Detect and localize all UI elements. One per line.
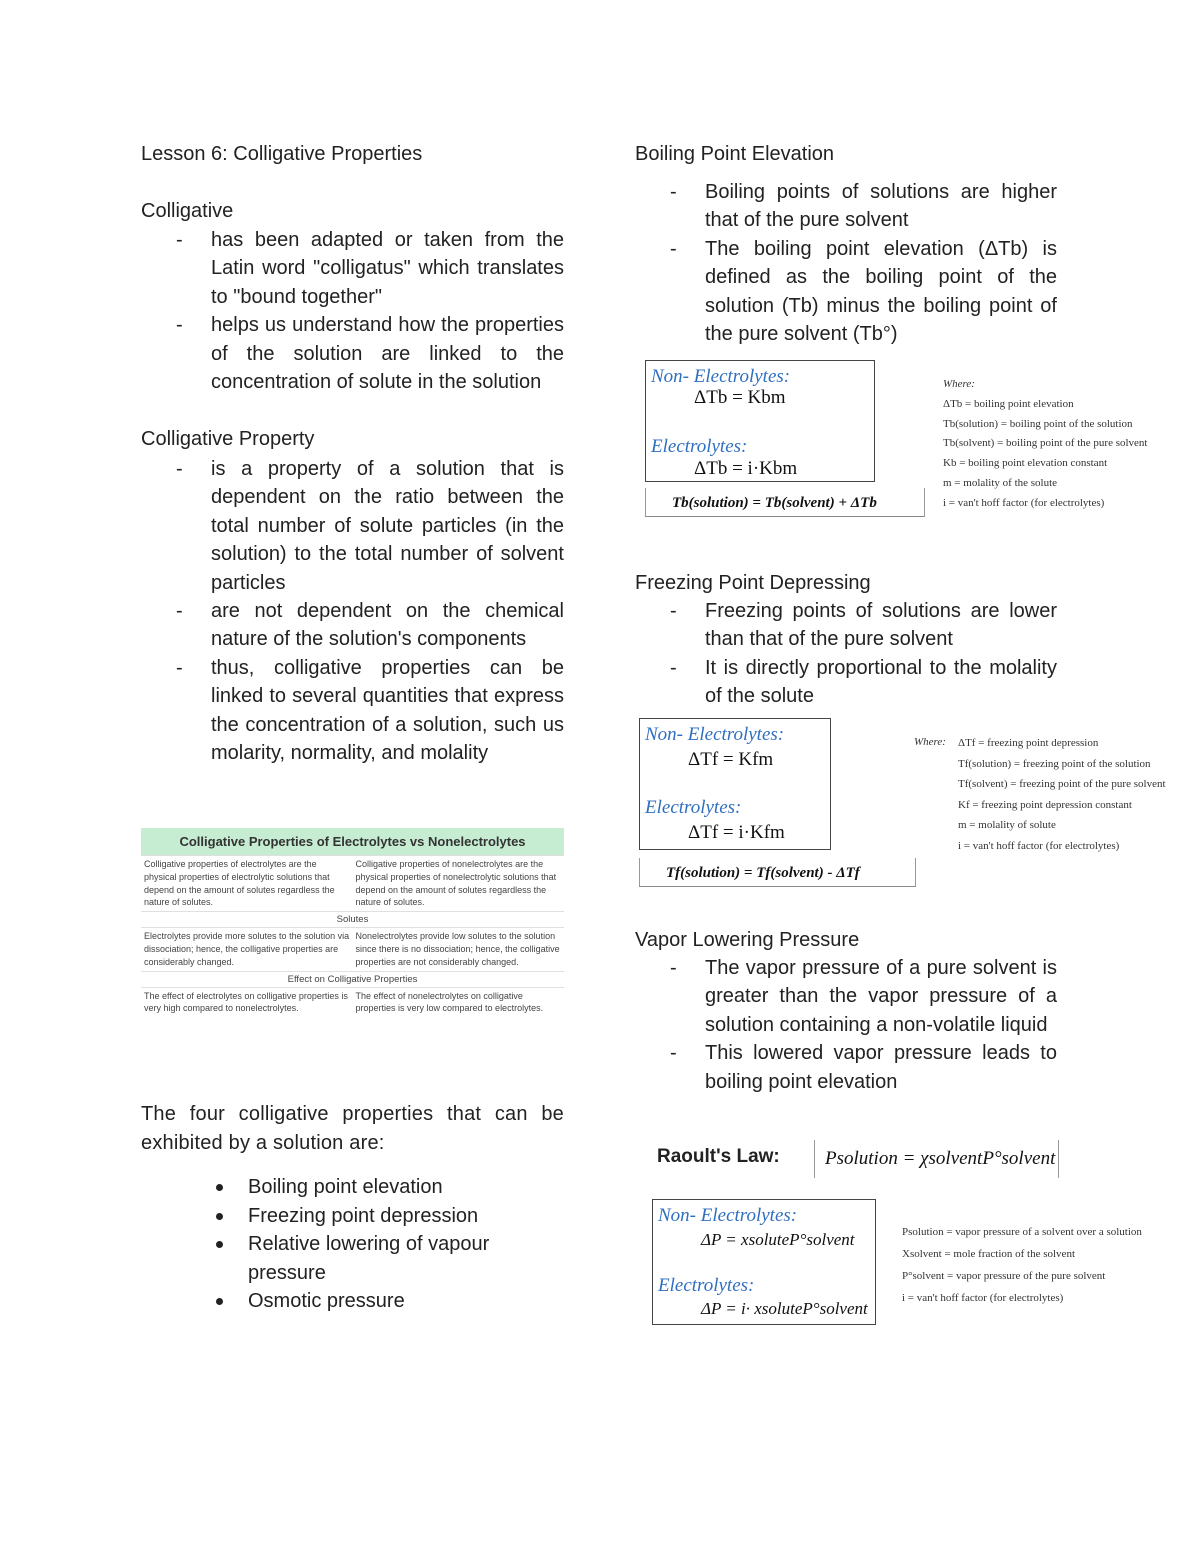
legend-item: Tf(solvent) = freezing point of the pure solvent [958, 778, 1166, 790]
bpe-electrolytes-label: Electrolytes: [651, 436, 748, 457]
colligative-property-list [141, 455, 564, 767]
vlp-electrolytes-label: Electrolytes: [658, 1275, 755, 1296]
list-item: - has been adapted or taken from the Latin word "colligatus" which translates to "bound together" [141, 226, 564, 311]
bpe-nonelectrolytes-label: Non- Electrolytes: [651, 366, 791, 387]
table-cell: Colligative properties of nonelectrolytes are the physical properties of nonelectrolytic solutions that depend on the amount of solutes regardless the nature of solutes. [355, 859, 557, 908]
list-item: - The vapor pressure of a pure solvent is greater than the vapor pressure of a solution containing a non-volatile liquid [635, 954, 1057, 1039]
fpd-nonelectrolytes-label: Non- Electrolytes: [645, 724, 785, 745]
fpd-nonelectrolytes-equation: ΔTf = Kfm [688, 749, 774, 770]
table-cell: Colligative properties of electrolytes are the physical properties of electrolytic solutions that depend on the amount of solutes regardless the nature of solutes. [144, 859, 335, 908]
colligative-heading: Colligative [141, 200, 234, 222]
list-item: - It is directly proportional to the molality of the solute [635, 654, 1057, 711]
bpe-list [635, 178, 1057, 348]
vlp-heading: Vapor Lowering Pressure [635, 929, 860, 951]
raoults-law-formula: Psolution = χsolventP°solvent [825, 1148, 1056, 1169]
fpd-formula-box [639, 858, 916, 887]
where-label: Where: [914, 736, 946, 748]
legend-item: Tb(solution) = boiling point of the solution [943, 417, 1133, 430]
bpe-legend [943, 375, 1183, 514]
four-properties-intro: The four colligative properties that can be exhibited by a solution are: [141, 1103, 564, 1154]
colligative-list [141, 226, 564, 396]
fpd-heading: Freezing Point Depressing [635, 572, 871, 594]
table-subheading: Solutes [141, 911, 564, 927]
table-row [141, 987, 564, 1018]
list-item: - helps us understand how the properties of the solution are linked to the concentration of solute in the solution [141, 311, 564, 396]
legend-item: i = van't hoff factor (for electrolytes) [958, 839, 1120, 852]
raoults-law-label: Raoult's Law: [657, 1146, 780, 1167]
list-item: - is a property of a solution that is dependent on the ratio between the total number of solute particles (in the solution) to the total number of solvent particles [141, 455, 564, 597]
legend-item: m = molality of solute [958, 819, 1056, 831]
list-item: - thus, colligative properties can be linked to several quantities that express the concentration of a solution, such us molarity, normality, and molality [141, 654, 564, 768]
legend-item: i = van't hoff factor (for electrolytes) [943, 496, 1105, 509]
legend-item: ΔTb = boiling point elevation [943, 397, 1074, 410]
table-row [141, 927, 564, 970]
raoults-law-box [814, 1140, 1059, 1178]
list-item: - This lowered vapor pressure leads to boiling point elevation [635, 1039, 1057, 1096]
fpd-electrolytes-equation: ΔTf = i·Kfm [688, 822, 785, 843]
vlp-nonelectrolytes-label: Non- Electrolytes: [658, 1205, 798, 1226]
legend-item: Xsolvent = mole fraction of the solvent [902, 1248, 1075, 1260]
legend-item: i = van't hoff factor (for electrolytes) [902, 1292, 1064, 1304]
colligative-property-heading: Colligative Property [141, 428, 315, 450]
legend-item: ΔTf = freezing point depression [958, 737, 1099, 749]
table-cell: Nonelectrolytes provide low solutes to the solution since there is no dissociation; hence, the colligative properties are not considerably changed. [355, 931, 560, 967]
fpd-list [635, 597, 1057, 711]
legend-item: Tf(solution) = freezing point of the solution [958, 757, 1151, 770]
vlp-electrolytes-equation: ΔP = i· xsoluteP°solvent [701, 1299, 868, 1318]
electrolytes-comparison-table [141, 828, 564, 1064]
where-label: Where: [943, 378, 975, 390]
list-item: - Freezing points of solutions are lower than that of the pure solvent [635, 597, 1057, 654]
list-item: - The boiling point elevation (ΔTb) is defined as the boiling point of the solution (Tb) minus the boiling point of the pure solvent (Tb°) [635, 235, 1057, 349]
legend-item: Kb = boiling point elevation constant [943, 457, 1108, 470]
table-cell: The effect of electrolytes on colligative properties is very high compared to nonelectrolytes. [144, 990, 348, 1014]
bpe-nonelectrolytes-equation: ΔTb = Kbm [694, 387, 786, 408]
fpd-electrolytes-label: Electrolytes: [645, 797, 742, 818]
table-title: Colligative Properties of Electrolytes vs Nonelectrolytes [141, 828, 564, 855]
legend-item: m = molality of the solute [943, 476, 1058, 489]
vlp-legend [902, 1221, 1187, 1309]
vlp-list [635, 954, 1057, 1096]
bpe-heading: Boiling Point Elevation [635, 143, 835, 165]
list-item: Relative lowering of vapour pressure [141, 1230, 564, 1287]
legend-item: Kf = freezing point depression constant [958, 798, 1132, 811]
bpe-formula: Tb(solution) = Tb(solvent) + ΔTb [672, 495, 877, 511]
fpd-legend [958, 733, 1188, 856]
legend-item: P°solvent = vapor pressure of the pure solvent [902, 1270, 1106, 1282]
list-item: - Boiling points of solutions are higher that of the pure solvent [635, 178, 1057, 235]
fpd-where [914, 733, 954, 753]
legend-item: Tb(solvent) = boiling point of the pure solvent [943, 437, 1148, 450]
bpe-equation-box [645, 360, 875, 482]
bpe-formula-box [645, 488, 925, 517]
table-row [141, 855, 564, 911]
bpe-electrolytes-equation: ΔTb = i·Kbm [694, 458, 798, 479]
table-subheading: Effect on Colligative Properties [141, 971, 564, 987]
list-item: Freezing point depression [141, 1202, 564, 1231]
lesson-title: Lesson 6: Colligative Properties [141, 143, 423, 165]
four-properties-list [141, 1173, 564, 1316]
legend-item: Psolution = vapor pressure of a solvent over a solution [902, 1226, 1142, 1238]
table-cell: The effect of nonelectrolytes on colligative properties is very low compared to electrolytes. [355, 990, 544, 1014]
vlp-equation-box [652, 1199, 876, 1325]
fpd-equation-box [639, 718, 831, 850]
table-cell: Electrolytes provide more solutes to the solution via dissociation; hence, the colligative properties are considerably changed. [144, 931, 350, 967]
list-item: Boiling point elevation [141, 1173, 564, 1202]
list-item: - are not dependent on the chemical nature of the solution's components [141, 597, 564, 654]
fpd-formula: Tf(solution) = Tf(solvent) - ΔTf [666, 865, 860, 881]
list-item: Osmotic pressure [141, 1287, 564, 1316]
vlp-nonelectrolytes-equation: ΔP = xsoluteP°solvent [701, 1230, 855, 1249]
